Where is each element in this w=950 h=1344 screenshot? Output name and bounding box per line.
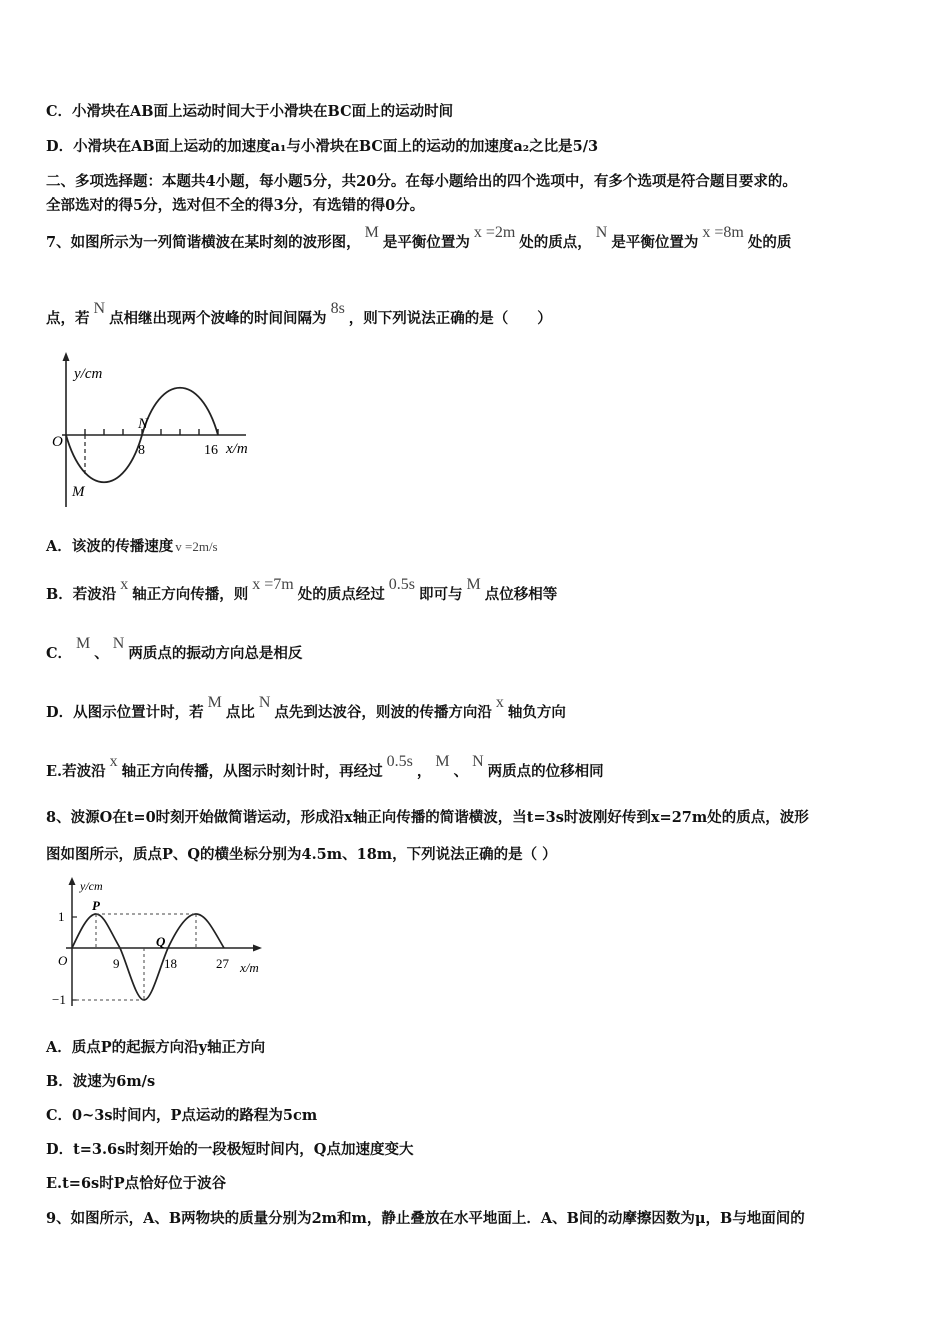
math-N: N xyxy=(93,300,106,317)
point-p-label: P xyxy=(92,898,100,913)
origin-label: O xyxy=(52,434,63,450)
math-x8: x =8m xyxy=(702,224,744,241)
y-axis-label: y/cm xyxy=(80,879,103,893)
q7-wave-figure xyxy=(46,352,276,512)
tick-27: 27 xyxy=(216,956,229,971)
tick-8: 8 xyxy=(138,443,145,458)
point-q-label: Q xyxy=(156,934,166,949)
q8-option-d: D．t=3.6s时刻开始的一段极短时间内，Q点加速度变大 xyxy=(46,1141,414,1158)
point-n-label: N xyxy=(138,416,149,432)
q8-wave-figure xyxy=(46,876,276,1011)
tick-y1: 1 xyxy=(58,909,65,924)
q7-option-d: D．从图示位置计时，若M点比N点先到达波谷，则波的传播方向沿x轴负方向 xyxy=(46,694,566,721)
math-M: M xyxy=(364,224,379,241)
section-heading-cont: 全部选对的得5分，选对但不全的得3分，有选错的得0分。 xyxy=(46,197,425,214)
x-axis-label: x/m xyxy=(226,441,248,457)
tick-yneg1: −1 xyxy=(52,992,66,1007)
q7-option-a: A．该波的传播速度 v =2m/s xyxy=(46,538,218,555)
tick-18: 18 xyxy=(164,956,177,971)
math-N: N xyxy=(595,224,608,241)
point-m-label: M xyxy=(72,484,85,500)
origin-label: O xyxy=(58,953,68,968)
q9-stem: 9、如图所示，A、B两物块的质量分别为2m和m，静止叠放在水平地面上．A、B间的动摩擦因数为μ，B与地面间的 xyxy=(46,1210,805,1227)
q7-option-c: C．M、N两质点的振动方向总是相反 xyxy=(46,635,303,662)
q8-option-c: C．0~3s时间内，P点运动的路程为5cm xyxy=(46,1107,318,1124)
section-heading: 二、多项选择题：本题共4小题，每小题5分，共20分。在每小题给出的四个选项中，有多个选项是符合题目要求的。 xyxy=(46,173,797,190)
q8-option-a: A．质点P的起振方向沿y轴正方向 xyxy=(46,1039,266,1056)
x-axis-label: x/m xyxy=(240,960,259,975)
q7-option-e: E.若波沿x轴正方向传播，从图示时刻计时，再经过0.5s，M、N两质点的位移相同 xyxy=(46,753,604,780)
q8-stem-line2: 图如图所示，质点P、Q的横坐标分别为4.5m、18m，下列说法正确的是（ ） xyxy=(46,846,557,863)
q7-stem-line2: 点，若N点相继出现两个波峰的时间间隔为8s，则下列说法正确的是（ ） xyxy=(46,300,552,327)
math-v: v =2m/s xyxy=(175,539,218,554)
y-axis-label: y/cm xyxy=(74,366,103,382)
math-x2: x =2m xyxy=(473,224,516,241)
tick-16: 16 xyxy=(204,443,218,458)
q8-option-e: E.t=6s时P点恰好位于波谷 xyxy=(46,1175,227,1192)
q7-stem-line1: 7、如图所示为一列简谐横波在某时刻的波形图，M是平衡位置为x =2m处的质点，N是平衡位置为x =8m处的质 xyxy=(46,224,792,251)
option-d-previous: D．小滑块在AB面上运动的加速度a₁与小滑块在BC面上的运动的加速度a₂之比是5/3 xyxy=(46,138,599,155)
q7-option-b: B．若波沿x轴正方向传播，则x =7m处的质点经过0.5s即可与M点位移相等 xyxy=(46,576,558,603)
q8-option-b: B．波速为6m/s xyxy=(46,1073,156,1090)
math-8s: 8s xyxy=(330,300,345,317)
q8-stem-line1: 8、波源O在t=0时刻开始做简谐运动，形成沿x轴正向传播的简谐横波，当t=3s时波刚好传到x=27m处的质点，波形 xyxy=(46,809,809,826)
tick-9: 9 xyxy=(113,956,120,971)
option-c-previous: C．小滑块在AB面上运动时间大于小滑块在BC面上的运动时间 xyxy=(46,103,454,120)
